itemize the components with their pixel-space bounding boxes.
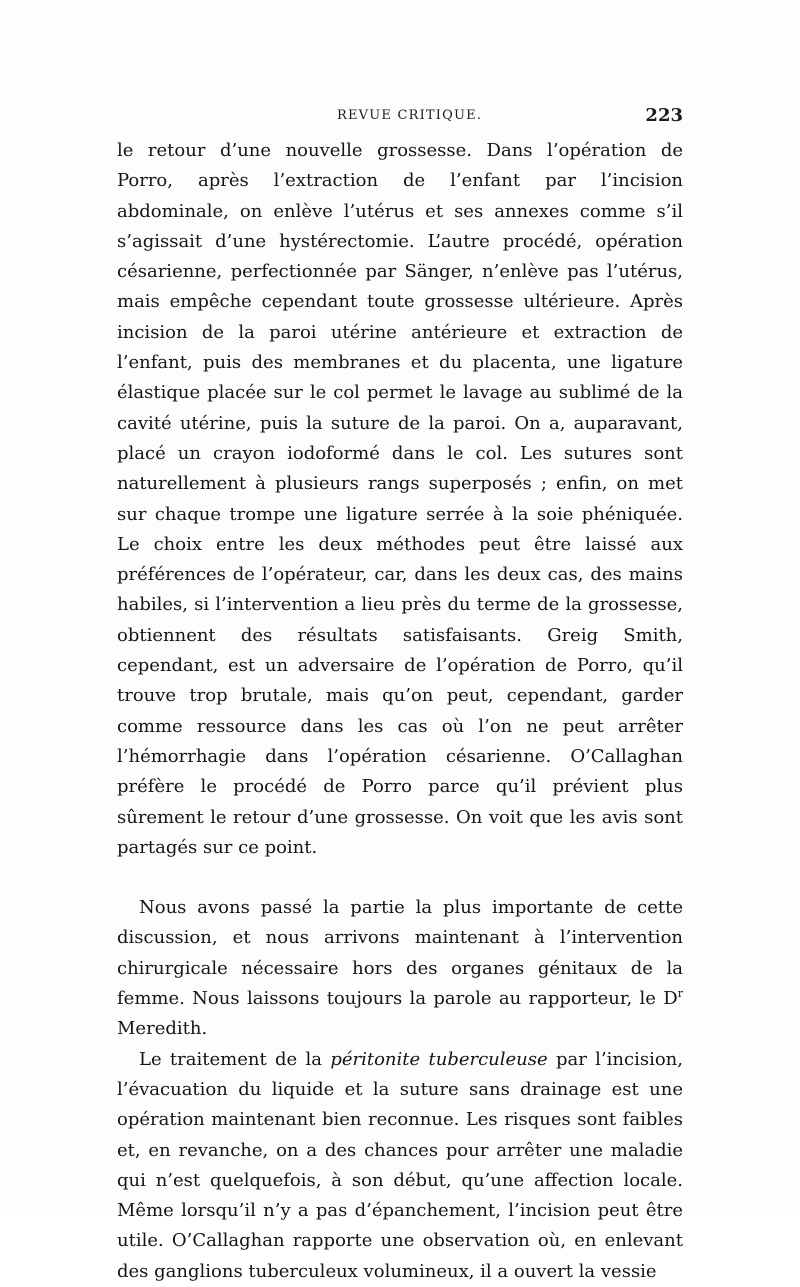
page-header [117,105,683,130]
page-number: 223 [645,105,683,126]
superscript-r: r [677,987,683,1001]
paragraph-2 [117,893,683,1044]
paragraph-3-start: Le traitement de la [139,1048,331,1070]
paragraph-3-end: par l’incision, l’évacuation du liquide et la suture sans drainage est une opération maintenant bien reconnue. Les risques sont faibles et, en revanche, on a des chances pour arrêter une maladie qui n’est quelquefois, à son début, qu’une affection locale. Même lorsqu’il n’y a pas d’épanchement, l’incision peut être utile. O’Callaghan rapporte une observation où, en enlevant des ganglions tuberculeux volumineux, il a ouvert la vessie [117,1048,683,1282]
paragraph-3 [117,1045,683,1287]
paragraph-1: le retour d’une nouvelle grossesse. Dans l’opération de Porro, après l’extraction de l’enfant par l’incision abdominale, on enlève l’utérus et ses annexes comme s’il s’agissait d’une hystérectomie. L’autre procédé, opération césarienne, perfectionnée par Sänger, n’enlève pas l’utérus, mais empêche cependant toute grossesse ultérieure. Après incision de la paroi utérine antérieure et extraction de l’enfant, puis des membranes et du placenta, une ligature élastique placée sur le col permet le lavage au sublimé de la cavité utérine, puis la suture de la paroi. On a, auparavant, placé un crayon iodoformé dans le col. Les sutures sont naturellement à plusieurs rangs superposés ; enfin, on met sur chaque trompe une ligature serrée à la soie phéniquée. Le choix entre les deux méthodes peut être laissé aux préférences de l’opérateur, car, dans les deux cas, des mains habiles, si l’intervention a lieu près du terme de la grossesse, obtiennent des résultats satisfaisants. Greig Smith, cependant, est un adversaire de l’opération de Porro, qu’il trouve trop brutale, mais qu’on peut, cependant, garder comme ressource dans les cas où l’on ne peut arrêter l’hémorrhagie dans l’opération césarienne. O’Callaghan préfère le procédé de Porro parce qu’il prévient plus sûrement le retour d’une grossesse. On voit que les avis sont partagés sur ce point. [117,140,683,858]
body-text [117,136,683,1287]
running-title: REVUE CRITIQUE. [337,108,483,123]
paragraph-spacer [117,863,683,893]
italic-term: péritonite tuberculeuse [330,1048,548,1070]
paragraph-2-text: Nous avons passé la partie la plus importante de cette discussion, et nous arrivons maintenant à l’intervention chirurgicale nécessaire hors des organes génitaux de la femme. Nous laissons toujours la parole au rapporteur, le D [117,897,683,1010]
paragraph-2-end: Meredith. [117,1018,208,1040]
